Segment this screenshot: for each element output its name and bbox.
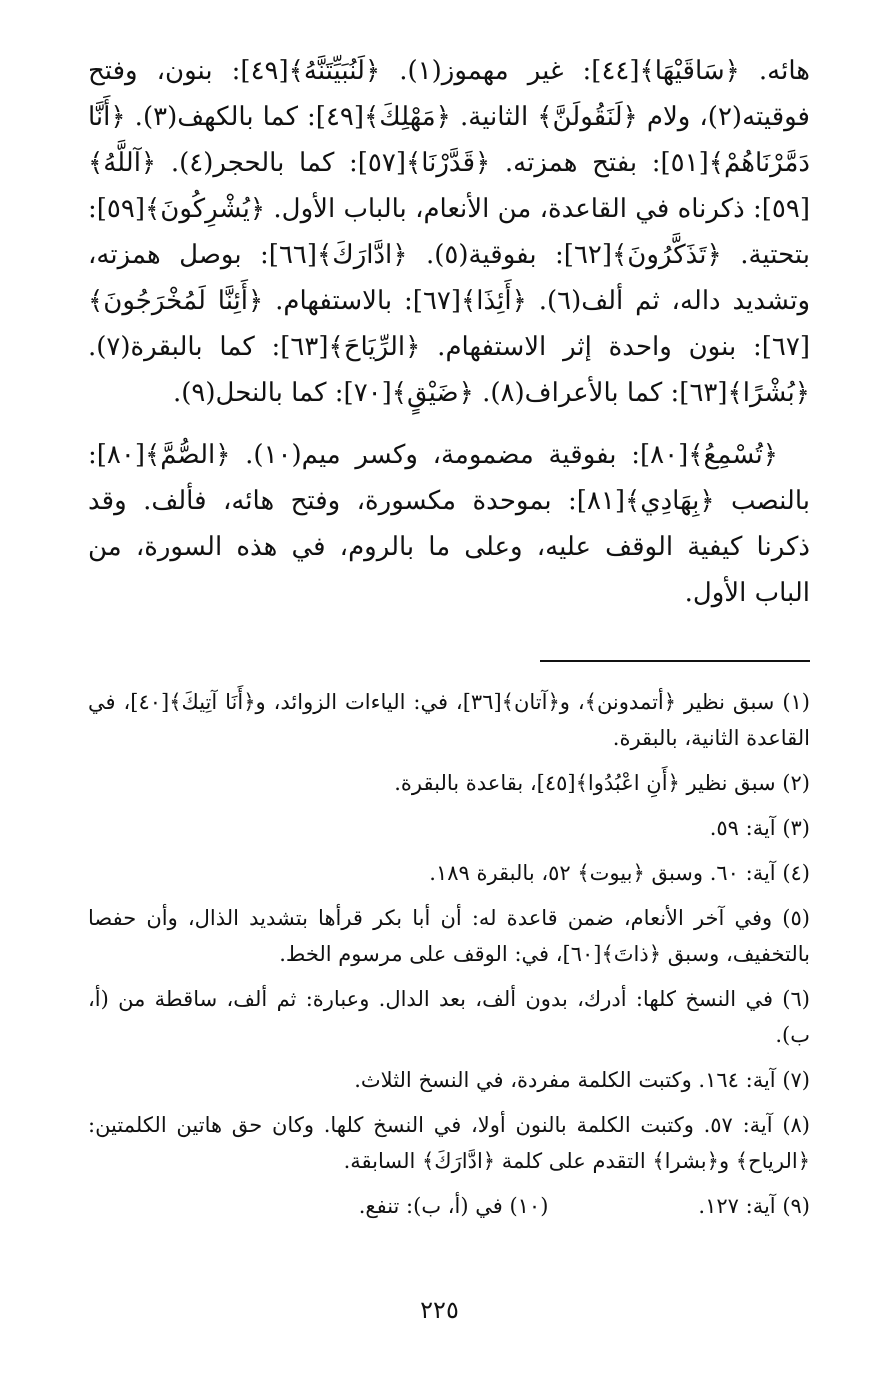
footnote-separator (540, 660, 810, 662)
main-text (88, 48, 810, 616)
footnotes (88, 684, 810, 1233)
footnote: (٨) آية: ٥٧. وكتبت الكلمة بالنون أولا، في النسخ كلها. وكان حق هاتين الكلمتين: ﴿الرياح﴾ و﴿بشرا﴾ التقدم على كلمة ﴿ادَّارَكَ﴾ السابقة. (88, 1113, 810, 1173)
footnote-last-row (88, 1188, 810, 1224)
footnote: (٧) آية: ١٦٤. وكتبت الكلمة مفردة، في النسخ الثلاث. (354, 1068, 810, 1092)
footnote: (١٠) في (أ، ب): تنفع. (358, 1194, 549, 1218)
footnote: (٦) في النسخ كلها: أدرك، بدون ألف، بعد الدال. وعبارة: ثم ألف، ساقطة من (أ، ب). (88, 987, 810, 1047)
main-paragraph: ﴿تُسْمِعُ﴾[٨٠]: بفوقية مضمومة، وكسر ميم(١٠). ﴿الصُّمَّ﴾[٨٠]: بالنصب ﴿بِهَادِي﴾[٨١]: بموحدة مكسورة، وفتح هائه، فألف. وقد ذكرنا كيفية الوقف عليه، وعلى ما بالروم، في هذه السورة، من الباب الأول. (88, 440, 810, 608)
page-number: ٢٢٥ (420, 1296, 459, 1324)
footnote: (٣) آية: ٥٩. (709, 816, 810, 840)
footnote: (٩) آية: ١٢٧. (698, 1194, 810, 1218)
footnote: (٥) وفي آخر الأنعام، ضمن قاعدة له: أن أبا بكر قرأها بتشديد الذال، وأن حفصا بالتخفيف، وسبق ﴿ذاتَ﴾[٦٠]، في: الوقف على مرسوم الخط. (88, 906, 810, 966)
footnote: (٤) آية: ٦٠. وسبق ﴿بيوت﴾ ٥٢، بالبقرة ١٨٩. (429, 861, 810, 885)
footnote: (٢) سبق نظير ﴿أَنِ اعْبُدُوا﴾[٤٥]، بقاعدة بالبقرة. (394, 771, 810, 795)
footnote: (١) سبق نظير ﴿أتمدونن﴾، و﴿آتان﴾[٣٦]، في: الياءات الزوائد، و﴿أَنَا آتِيكَ﴾[٤٠]، في القاعدة الثانية، بالبقرة. (88, 690, 810, 750)
main-paragraph: هائه. ﴿سَاقَيْهَا﴾[٤٤]: غير مهموز(١). ﴿لَنُبَيِّتَنَّهُ﴾[٤٩]: بنون، وفتح فوقيته(٢)، ولام ﴿لَنَقُولَنَّ﴾ الثانية. ﴿مَهْلِكَ﴾[٤٩]: كما بالكهف(٣). ﴿أَنَّا دَمَّرْنَاهُمْ﴾[٥١]: بفتح همزته. ﴿قَدَّرْنَا﴾[٥٧]: كما بالحجر(٤). ﴿آللَّهُ﴾[٥٩]: ذكرناه في القاعدة، من الأنعام، بالباب الأول. ﴿يُشْرِكُونَ﴾[٥٩]: بتحتية. ﴿تَذَكَّرُونَ﴾[٦٢]: بفوقية(٥). ﴿ادَّارَكَ﴾[٦٦]: بوصل همزته، وتشديد داله، ثم ألف(٦). ﴿أَئِذَا﴾[٦٧]: بالاستفهام. ﴿أَئِنَّا لَمُخْرَجُونَ﴾[٦٧]: بنون واحدة إثر الاستفهام. ﴿الرِّيَاحَ﴾[٦٣]: كما بالبقرة(٧). ﴿بُشْرًا﴾[٦٣]: كما بالأعراف(٨). ﴿ضَيْقٍ﴾[٧٠]: كما بالنحل(٩). (88, 56, 811, 408)
